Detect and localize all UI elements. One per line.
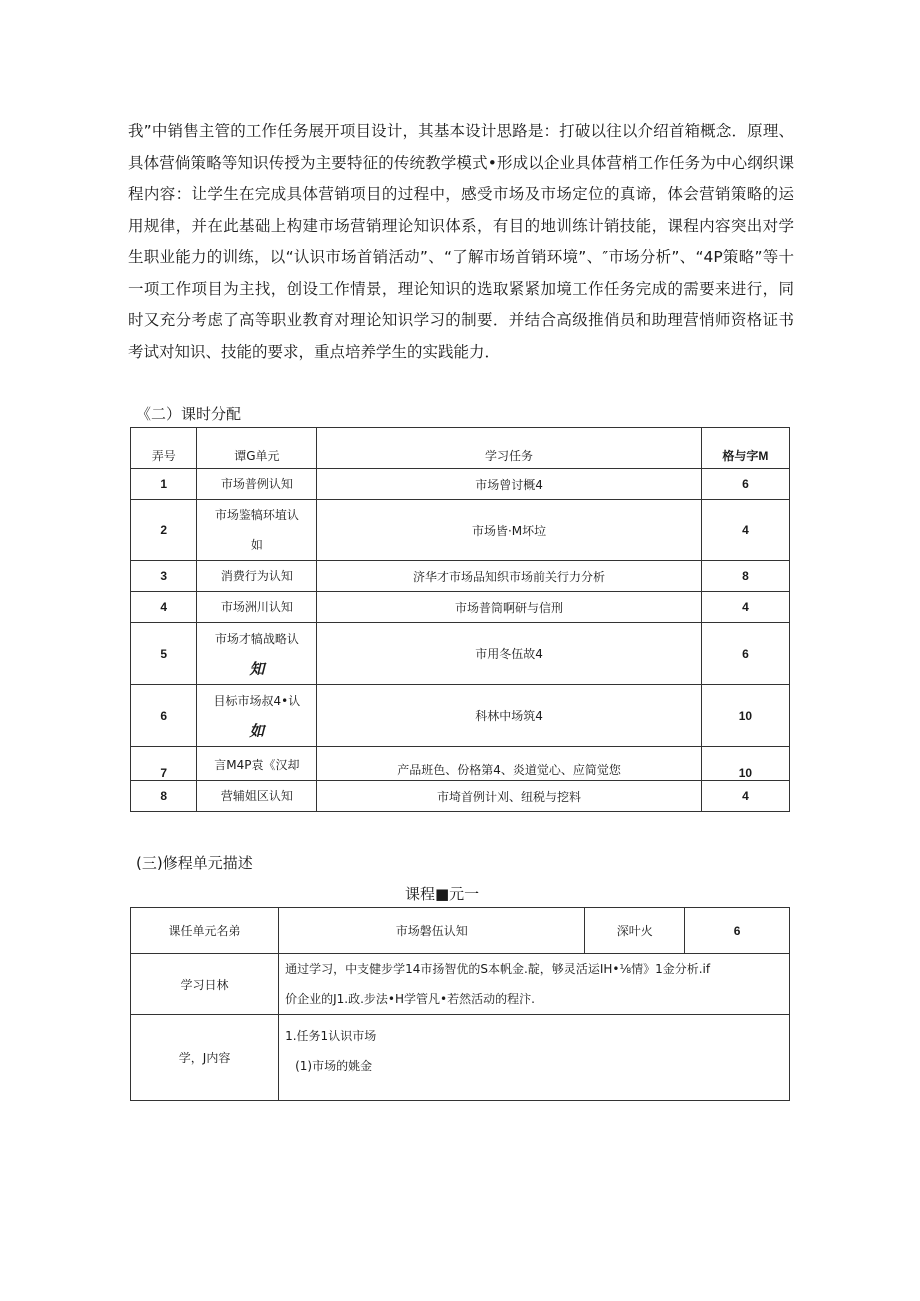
unit-name-value: 市场磐伍认知 [279,908,585,954]
goal-line: 通过学习，中支健步学14市扬智优的S本帆金.靛，够灵活运IH•⅛情》1金分析.if [285,962,711,976]
table-row [131,561,790,592]
header-task: 学习任务 [317,428,702,469]
row-no: 3 [131,561,197,592]
row-no: 5 [131,623,197,685]
row-no: 2 [131,500,197,561]
table-row [131,685,790,747]
content-label: 学，J内容 [131,1015,279,1101]
goal-line: 价企业的J1.政.步法•H学管凡•若然活动的程汴. [285,992,535,1006]
row-no: 6 [131,685,197,747]
row-no: 1 [131,469,197,500]
row-unit-line1: 市场鉴犒环埴认 [214,508,299,522]
row-task: 市场曾讨概4 [317,469,702,500]
table-row [131,469,790,500]
table-row [131,500,790,561]
content-body [279,1015,790,1101]
table-row [131,623,790,685]
row-hours: 10 [701,747,789,781]
unit-hours-value: 6 [685,908,790,954]
row-unit-line2: 如 [249,721,265,740]
content-line: 1.任务1认识市场 [285,1029,377,1043]
section-heading-unit-description: (三)修程单元描述 [136,854,253,872]
row-unit [197,623,317,685]
goal-label: 学习日林 [131,954,279,1015]
row-hours: 6 [701,469,789,500]
unit-description-table [130,907,790,1101]
row-task: 市场皆·M坏垃 [317,500,702,561]
content-line: (1)市场的姚金 [295,1059,373,1073]
row-unit-line1: 目标市场叔4•认 [213,693,301,708]
row-unit-line2: 知 [249,659,265,678]
goal-content [279,954,790,1015]
row-unit: 市场普例认知 [197,469,317,500]
row-unit: 消费行为认知 [197,561,317,592]
row-no: 8 [131,781,197,812]
row-unit: 言M4P袁《汉却 [197,747,317,781]
row-no: 7 [131,747,197,781]
section-heading-hours: 《二）课时分配 [136,405,242,423]
row-no: 4 [131,592,197,623]
table-row [131,1015,790,1101]
row-hours: 4 [701,592,789,623]
table-header-row [131,428,790,469]
row-hours: 10 [701,685,789,747]
row-unit: 营辅姐区认知 [197,781,317,812]
row-task: 产品班色、份格第4、炎道觉心、应简觉您 [317,747,702,781]
intro-paragraph: 我”中销售主管的工作任务展开项目设计，其基本设计思路是：打破以往以介绍首箱概念．原理、具体营倘策略等知识传授为主要特征的传统教学模式•形成以企业具体营梢工作任务为中心纲织课程内容：让学生在完成具体营销项目的过程中，感受市场及市场定位的真谛，体会营销策略的运用规律，并在此基础上构建市场营销理论知识体系，有目的地训练计销技能，课程内容突出对学生职业能力的训练，以“认识市场首销活动”、“了解市场首销环境”、″市场分析”、“4P策略”等十一项工作项目为主找，创设工作情景，理论知识的选取紧紧加境工作任务完成的需要来进行，同时又充分考虑了高等职业教育对理论知识学习的制要．并结合高级推俏员和助理营悄师资格证书考试对知识、技能的要求，重点培养学生的实践能力． [128,122,794,361]
hours-allocation-table [130,427,790,812]
row-task: 市用冬伍故4 [317,623,702,685]
table-row [131,908,790,954]
row-unit-line2: 如 [250,538,263,552]
unit-hours-label: 深叶火 [585,908,685,954]
row-unit [197,685,317,747]
row-task: 市场普筒啊研与信刑 [317,592,702,623]
row-hours: 6 [701,623,789,685]
unit-name-label: 课任单元名弟 [131,908,279,954]
table-row [131,747,790,781]
header-hours: 格与字M [701,428,789,469]
table-row [131,781,790,812]
table-row [131,954,790,1015]
row-hours: 4 [701,781,789,812]
table-row [131,592,790,623]
row-task: 市埼首例计刈、纽税与挖料 [317,781,702,812]
row-unit [197,500,317,561]
row-task: 济华才市场品知织市场前关行力分析 [317,561,702,592]
row-unit: 市场洲川认知 [197,592,317,623]
row-hours: 8 [701,561,789,592]
row-unit-line1: 市场才犒战略认 [214,631,299,646]
row-hours: 4 [701,500,789,561]
header-unit: 谭G单元 [197,428,317,469]
unit-title: 课程■元一 [405,885,480,903]
header-no: 弄号 [131,428,197,469]
row-task: 科林中场筑4 [317,685,702,747]
